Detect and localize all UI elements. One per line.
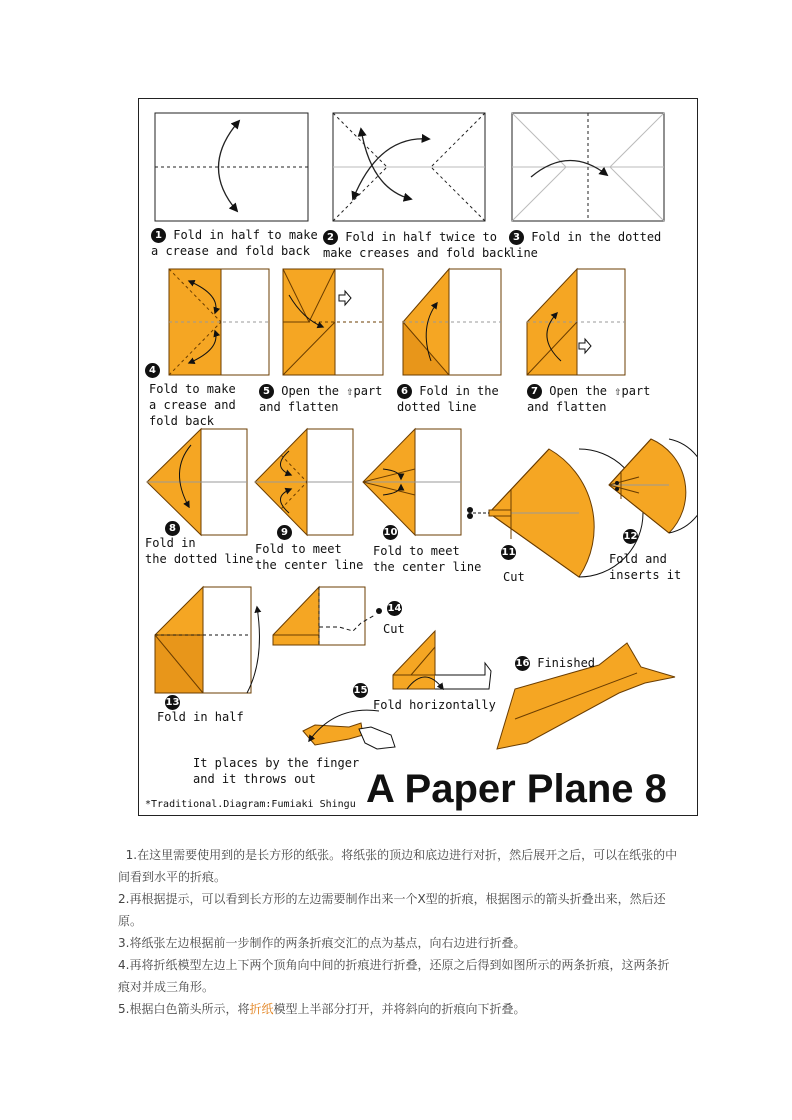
step15-label: Fold horizontally (373, 698, 496, 712)
step13-label: Fold in half (157, 710, 244, 724)
step8-label: Fold in the dotted line (145, 536, 254, 566)
throw-label: It places by the finger and it throws out (193, 756, 360, 786)
step11-label: Cut (503, 570, 525, 584)
instruction-step: 2.再根据提示，可以看到长方形的左边需要制作出来一个X型的折痕，根据图示的箭头折叠出来，然后还原。 (118, 892, 666, 928)
step12-label: Fold and inserts it (609, 552, 682, 582)
up-arrow-icon: ⇧ (346, 384, 354, 398)
step6-label: 6 Fold in the dotted line (397, 384, 499, 414)
step-number: 8 (165, 521, 180, 536)
instruction-step: 3.将纸张左边根据前一步制作的两条折痕交汇的点为基点，向右边进行折叠。 (118, 936, 526, 950)
step-number: 4 (145, 363, 160, 378)
step9-label: Fold to meet the center line (255, 542, 364, 572)
diagram-title: A Paper Plane 8 (366, 767, 667, 811)
origami-diagram (138, 98, 698, 816)
step-number: 13 (165, 697, 180, 708)
step2-label: 2 Fold in half twice to make creases and fold back (323, 230, 511, 260)
instruction-step: 4.再将折纸模型左边上下两个顶角向中间的折痕进行折叠，还原之后得到如图所示的两条折痕，这两条折痕对并成三角形。 (118, 958, 670, 994)
step4-label: Fold to make a crease and fold back (149, 382, 236, 428)
step5-label: 5 Open the ⇧part and flatten (259, 384, 383, 414)
step-number: 12 (623, 531, 638, 542)
step10-label: Fold to meet the center line (373, 544, 482, 574)
step14-label: Cut (383, 622, 405, 636)
step-number: 1 (151, 228, 166, 243)
instruction-step: 1.在这里需要使用到的是长方形的纸张。将纸张的顶边和底边进行对折，然后展开之后，可以在纸张的中间看到水平的折痕。 (118, 848, 678, 884)
step16-label: 16 Finished (515, 656, 596, 670)
step-number: 15 (353, 685, 368, 696)
step3-label: 3 Fold in the dotted line (509, 230, 662, 260)
step-number: 14 (387, 603, 402, 614)
step-number: 10 (383, 527, 398, 538)
step-number: 9 (277, 525, 292, 540)
diagram-credit: *Traditional.Diagram:Fumiaki Shingu (145, 799, 356, 810)
step-number: 2 (323, 230, 338, 245)
step7-label: 7 Open the ⇧part and flatten (527, 384, 651, 414)
instruction-step: 5.根据白色箭头所示，将折纸模型上半部分打开，并将斜向的折痕向下折叠。 (118, 1002, 526, 1016)
step-number: 16 (515, 658, 530, 669)
up-arrow-icon: ⇧ (614, 384, 622, 398)
step-number: 6 (397, 384, 412, 399)
step-number: 11 (501, 547, 516, 558)
step-number: 7 (527, 384, 542, 399)
step-number: 5 (259, 384, 274, 399)
step1-label: 1 Fold in half to make a crease and fold back (151, 228, 318, 258)
instruction-list (118, 844, 678, 1020)
step-number: 3 (509, 230, 524, 245)
highlight-link[interactable]: 折纸 (249, 1002, 274, 1016)
